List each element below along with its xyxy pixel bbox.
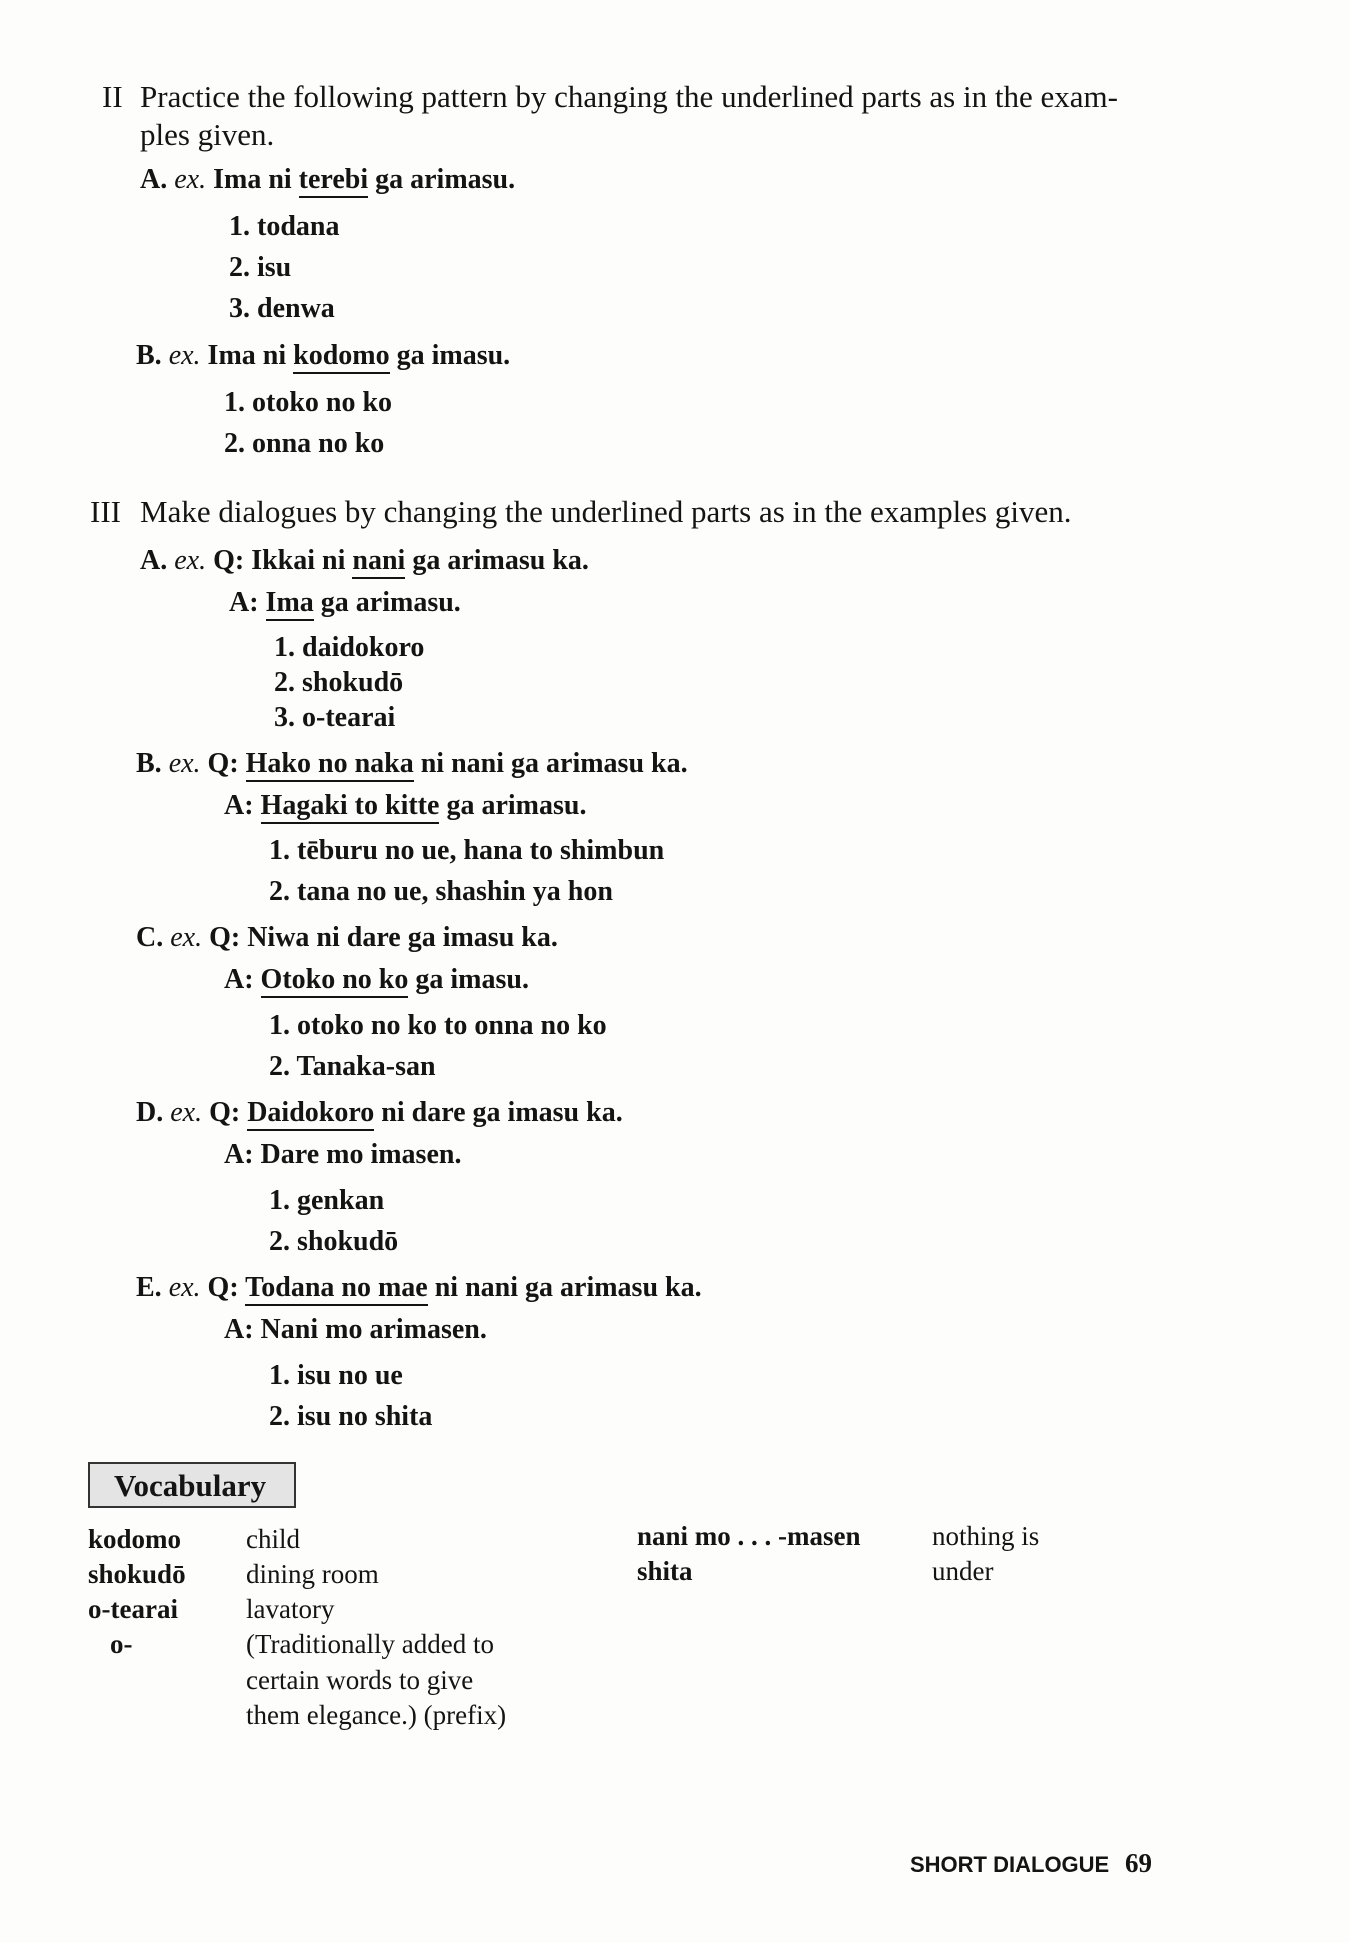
list-item: 1. tēburu no ue, hana to shimbun — [269, 835, 665, 866]
underlined-word: Hagaki to kitte — [261, 790, 440, 824]
q-label: Q: — [209, 1097, 241, 1128]
exercise-3a-answer — [229, 587, 461, 619]
a-label: A: — [229, 587, 259, 618]
exercise-3d-answer — [224, 1139, 461, 1171]
question-text: ni dare ga imasu ka. — [381, 1097, 623, 1128]
exercise-3c-answer — [224, 964, 529, 996]
exercise-2a — [140, 164, 515, 196]
list-item: 2. isu no shita — [269, 1401, 433, 1432]
q-label: Q: — [207, 748, 239, 779]
exercise-label: E. — [136, 1272, 162, 1303]
question-text: ni nani ga arimasu ka. — [434, 1272, 702, 1303]
answer-text: ga arimasu. — [446, 790, 587, 821]
section-3-instruction: Make dialogues by changing the underlined parts as in the examples given. — [140, 494, 1072, 529]
vocabulary-heading: Vocabulary — [114, 1468, 267, 1503]
exercise-label: B. — [136, 340, 162, 371]
question-text: Ikkai ni — [251, 545, 346, 576]
example-marker: ex. — [168, 748, 201, 779]
a-label: A: — [224, 790, 254, 821]
list-item: 2. tana no ue, shashin ya hon — [269, 876, 613, 907]
answer-text: Dare mo imasen. — [260, 1139, 462, 1170]
list-item: 1. otoko no ko to onna no ko — [269, 1010, 607, 1041]
vocab-definition: certain words to give — [246, 1665, 474, 1695]
vocab-definition: lavatory — [246, 1594, 335, 1624]
a-label: A: — [224, 1139, 254, 1170]
list-item: 2. shokudō — [274, 667, 404, 698]
pattern-text: ga arimasu. — [375, 164, 516, 195]
underlined-word: Hako no naka — [246, 748, 414, 782]
underlined-word: nani — [352, 545, 405, 579]
exercise-3e-question — [136, 1272, 702, 1304]
answer-text: ga imasu. — [415, 964, 529, 995]
vocab-definition: (Traditionally added to — [246, 1629, 494, 1659]
underlined-word: Daidokoro — [247, 1097, 374, 1131]
example-marker: ex. — [168, 340, 201, 371]
example-marker: ex. — [170, 922, 203, 953]
vocab-term: shokudō — [88, 1559, 186, 1589]
vocab-term: o- — [110, 1629, 133, 1659]
vocab-term: nani mo . . . -masen — [637, 1521, 861, 1551]
example-marker: ex. — [174, 545, 207, 576]
vocab-term: o-tearai — [88, 1594, 178, 1624]
vocab-term: kodomo — [88, 1524, 182, 1554]
vocabulary-heading-box — [88, 1462, 296, 1508]
pattern-text: ga imasu. — [396, 340, 511, 371]
question-text: ga arimasu ka. — [412, 545, 589, 576]
section-2-instruction-line1: Practice the following pattern by changing the underlined parts as in the exam- — [140, 79, 1118, 114]
underlined-word: Todana no mae — [245, 1272, 428, 1306]
underlined-word: terebi — [299, 164, 368, 198]
exercise-2b — [136, 340, 510, 372]
underlined-word: Otoko no ko — [261, 964, 409, 998]
list-item: 2. shokudō — [269, 1226, 399, 1257]
list-item: 1. genkan — [269, 1185, 385, 1216]
exercise-3e-answer — [224, 1314, 487, 1346]
exercise-label: A. — [140, 545, 168, 576]
vocab-definition: dining room — [246, 1559, 379, 1589]
exercise-3d-question — [136, 1097, 623, 1129]
answer-text: ga arimasu. — [320, 587, 461, 618]
list-item: 1. otoko no ko — [224, 387, 393, 418]
list-item: 2. Tanaka-san — [269, 1051, 436, 1082]
q-label: Q: — [209, 922, 241, 953]
list-item: 3. denwa — [229, 293, 335, 324]
pattern-text: Ima ni — [207, 340, 287, 371]
question-text: ni nani ga arimasu ka. — [420, 748, 688, 779]
list-item: 2. onna no ko — [224, 428, 385, 459]
vocab-definition: child — [246, 1524, 300, 1554]
vocab-definition: under — [932, 1556, 994, 1586]
a-label: A: — [224, 1314, 254, 1345]
vocab-definition: them elegance.) (prefix) — [246, 1700, 507, 1730]
pattern-text: Ima ni — [213, 164, 292, 195]
page-number: 69 — [1125, 1848, 1152, 1878]
exercise-3a-question — [140, 545, 589, 577]
vocab-term: shita — [637, 1556, 693, 1586]
exercise-label: C. — [136, 922, 164, 953]
vocab-definition: nothing is — [932, 1521, 1040, 1551]
underlined-word: kodomo — [293, 340, 389, 374]
example-marker: ex. — [170, 1097, 203, 1128]
q-label: Q: — [207, 1272, 239, 1303]
section-2-instruction-line2: ples given. — [140, 117, 275, 152]
question-text: Niwa ni dare ga imasu ka. — [247, 922, 558, 953]
list-item: 3. o-tearai — [274, 702, 396, 733]
list-item: 1. daidokoro — [274, 632, 425, 663]
section-2-numeral: II — [102, 79, 123, 114]
exercise-3c-question — [136, 922, 558, 954]
a-label: A: — [224, 964, 254, 995]
running-head: SHORT DIALOGUE — [910, 1852, 1110, 1877]
list-item: 1. todana — [229, 211, 340, 242]
exercise-label: A. — [140, 164, 168, 195]
exercise-3b-answer — [224, 790, 586, 822]
list-item: 2. isu — [229, 252, 292, 283]
list-item: 1. isu no ue — [269, 1360, 403, 1391]
exercise-3b-question — [136, 748, 688, 780]
section-3-numeral: III — [90, 494, 121, 529]
example-marker: ex. — [168, 1272, 201, 1303]
underlined-word: Ima — [266, 587, 314, 621]
answer-text: Nani mo arimasen. — [260, 1314, 487, 1345]
example-marker: ex. — [174, 164, 207, 195]
q-label: Q: — [213, 545, 245, 576]
exercise-label: D. — [136, 1097, 164, 1128]
exercise-label: B. — [136, 748, 162, 779]
